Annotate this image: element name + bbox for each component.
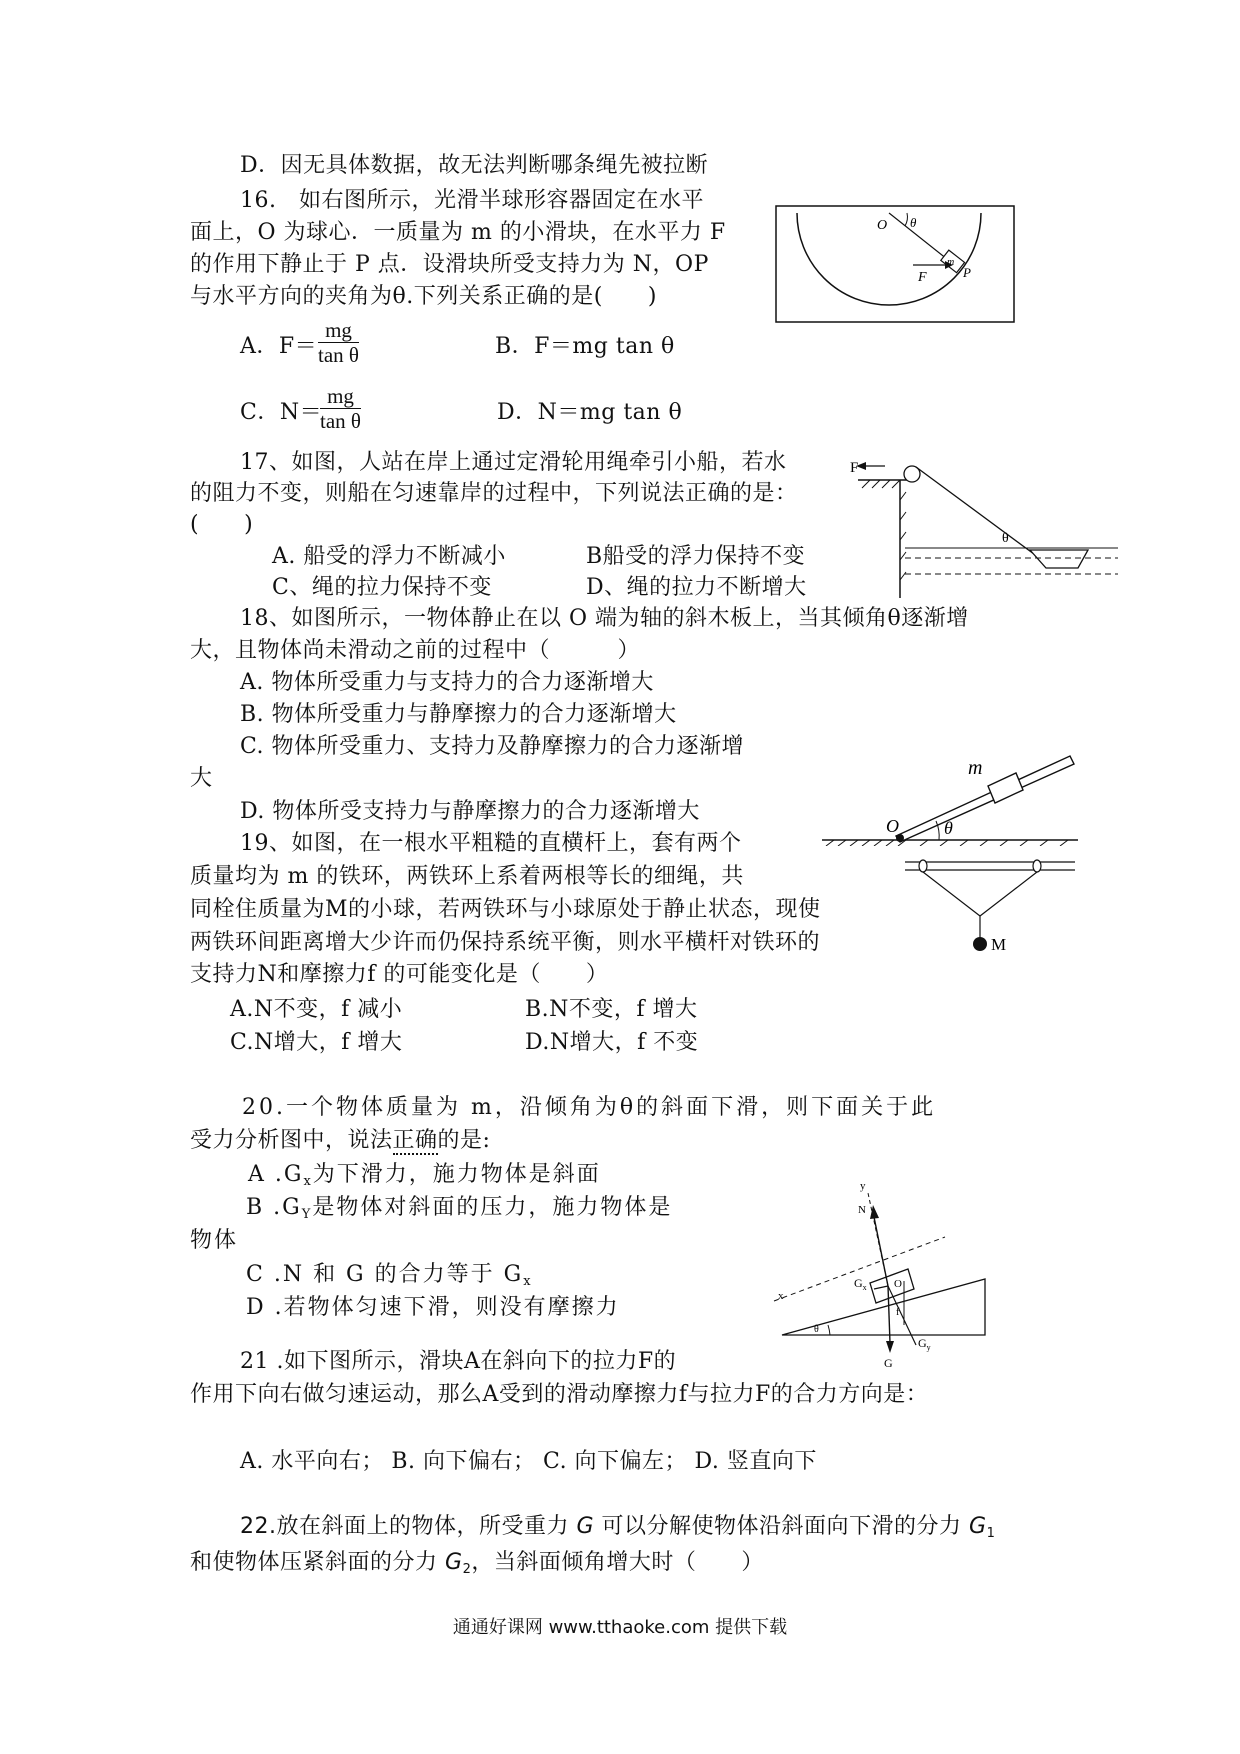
q18-option-d: D. 物体所受支持力与静摩擦力的合力逐渐增大 [240,799,700,824]
q19-line-3: 同栓住质量为M的小球，若两铁环与小球原处于静止状态，现使 [190,897,821,922]
q21-options: A. 水平向右； B. 向下偏右； C. 向下偏左； D. 竖直向下 [240,1449,817,1474]
q18-label-o: O [886,816,899,836]
q19-option-d: D.N增大，f 不变 [525,1030,699,1055]
q20-label-f: f [896,1307,900,1318]
q20-option-c-sub: x [523,1274,533,1289]
q16-option-c-fraction [320,384,361,433]
q16-option-a-fraction [318,318,359,367]
q20-label-n: N [858,1204,866,1216]
q17-option-d: D、绳的拉力不断增大 [586,575,807,600]
q16-label-p: P [963,265,971,280]
q20-label-gy-sub: y [926,1343,931,1352]
q20-option-b-sub: Y [301,1207,313,1222]
q22-g1: G [969,1514,987,1539]
q20-label-gy-g: G [918,1336,927,1350]
q20-theta-arc [828,1325,830,1335]
q19-ball [973,937,987,951]
q18-option-a: A. 物体所受重力与支持力的合力逐渐增大 [240,670,654,695]
q20-line-2-c: 的是: [437,1128,491,1153]
q20-line-2-a: 受力分析图中，说法 [190,1128,393,1153]
q16-label-theta: θ [910,215,917,230]
q22-line-2 [190,1548,764,1585]
q18-board [896,756,1074,842]
q20-option-b [246,1193,672,1230]
q19-label-m: M [991,935,1007,954]
q22-g: G [576,1514,595,1539]
q19-rings-figure [905,852,1075,962]
q19-line-2: 质量均为 m 的铁环，两铁环上系着两根等长的细绳，共 [190,864,744,889]
q16-line-3: 的作用下静止于 P 点．设滑块所受支持力为 N，OP [190,252,709,277]
q19-option-a: A.N不变，f 减小 [230,997,403,1022]
q16-line-1: 16. 如右图所示，光滑半球形容器固定在水平 [240,188,704,213]
q16-theta-arc [905,213,907,226]
q16-option-c-numerator: mg [320,384,361,409]
q19-line-4: 两铁环间距离增大少许而仍保持系统平衡，则水平横杆对铁环的 [190,930,821,955]
q20-label-theta: θ [814,1324,819,1335]
q22-line-2-a: 和使物体压紧斜面的分力 [190,1550,445,1575]
q16-label-o: O [877,218,888,233]
q17-rope [916,467,1038,557]
q16-label-f: F [918,270,927,285]
q18-label-theta: θ [944,818,953,838]
q19-rope-right [980,872,1037,916]
q20-label-g: G [884,1356,893,1370]
q20-option-a-sub: x [303,1174,313,1189]
q19-option-b: B.N不变，f 增大 [525,997,698,1022]
q20-option-d: D .若物体匀速下滑，则没有摩擦力 [246,1295,620,1320]
q16-option-d: D．N＝mg tan θ [497,400,683,425]
q20-force-figure [770,1175,1005,1370]
q18-block [988,773,1023,803]
q20-option-a [248,1160,601,1197]
q22-g1-sub: 1 [986,1526,996,1541]
q20-option-c-a: C .N 和 G 的合力等于 G [246,1262,524,1287]
q16-option-a-numerator: mg [318,318,359,343]
q19-ring-right [1033,860,1041,872]
q20-label-x: x [778,1290,784,1302]
q17-boat [1030,550,1088,568]
q19-line-1: 19、如图，在一根水平粗糙的直横杆上，套有两个 [240,831,742,856]
q17-option-c: C、绳的拉力保持不变 [272,575,492,600]
q16-bowl-figure [775,205,1015,323]
q16-option-a-denominator: tan θ [318,343,359,367]
q17-boat-figure [850,452,1120,600]
q17-wall-hatch [900,492,906,580]
q22-g2: G [445,1550,463,1575]
q20-label-gx [854,1276,867,1292]
q17-label-f: F [850,460,859,476]
q20-option-a-a: A .G [248,1162,304,1187]
q19-ring-left [919,860,927,872]
q22-line-1-b: 可以分解使物体沿斜面向下滑的分力 [594,1514,970,1539]
q17-line-1: 17、如图，人站在岸上通过定滑轮用绳牵引小船，若水 [240,450,787,475]
q18-line-1: 18、如图所示，一物体静止在以 O 端为轴的斜木板上，当其倾角θ逐渐增 [240,606,969,631]
q16-line-2: 面上，O 为球心．一质量为 m 的小滑块，在水平力 F [190,220,726,245]
q20-label-gy [918,1336,931,1352]
q18-label-m: m [968,757,983,779]
page-footer: 通通好课网 www.tthaoke.com 提供下载 [452,1617,788,1638]
q20-option-b-b: 是物体对斜面的压力，施力物体是 [312,1195,673,1220]
q16-option-a-prefix: A．F＝ [240,334,318,359]
q18-option-c-line-2: 大 [190,766,213,791]
q20-label-gx-g: G [854,1276,863,1290]
q17-line-2: 的阻力不变，则船在匀速靠岸的过程中，下列说法正确的是： [190,481,798,506]
q17-option-b: B船受的浮力保持不变 [586,544,806,569]
q21-line-2: 作用下向右做匀速运动，那么A受到的滑动摩擦力f与拉力F的合力方向是： [190,1382,929,1407]
q19-line-5: 支持力N和摩擦力f 的可能变化是（ ） [190,962,609,987]
q17-label-theta: θ [1002,531,1009,546]
q20-gy [888,1286,916,1345]
q20-gravity-arrowhead [886,1341,894,1353]
q20-normal-force [874,1217,888,1286]
q20-block [870,1269,914,1303]
q16-option-b: B．F＝mg tan θ [495,334,675,359]
q17-line-3: ( ) [190,512,254,537]
q20-label-o: O [894,1278,902,1290]
q18-line-2: 大，且物体尚未滑动之前的过程中（ ） [190,638,641,663]
q20-option-a-b: 为下滑力，施力物体是斜面 [312,1162,601,1187]
q16-line-4: 与水平方向的夹角为θ.下列关系正确的是( ) [190,284,657,309]
q15-option-d: D．因无具体数据，故无法判断哪条绳先被拉断 [240,153,709,178]
q21-line-1: 21 .如下图所示，滑块A在斜向下的拉力F的 [240,1349,677,1374]
q18-incline-figure [820,722,1080,846]
q20-x-axis [774,1237,945,1301]
q22-g2-sub: 2 [462,1562,472,1577]
q20-label-y: y [860,1180,866,1192]
q18-option-b: B. 物体所受重力与静摩擦力的合力逐渐增大 [240,702,677,727]
q20-line-2-emphasis: 正确 [392,1128,438,1153]
q16-label-m: m [947,257,955,268]
q20-option-b-line-2: 物体 [190,1228,239,1253]
q18-option-c-line-1: C. 物体所受重力、支持力及静摩擦力的合力逐渐增 [240,734,745,759]
q19-rope-left [923,872,980,916]
q18-ground-hatch [826,840,1068,846]
q17-shore-hatch [862,480,900,488]
q20-label-gx-sub: x [862,1283,867,1292]
q20-option-c [246,1260,533,1297]
q20-line-2 [190,1126,490,1156]
q22-line-2-b: ，当斜面倾角增大时（ ） [471,1550,764,1575]
q22-line-1 [240,1512,995,1549]
q20-option-b-a: B .G [246,1195,302,1220]
q16-option-c-prefix: C．N＝ [240,400,323,425]
q19-option-c: C.N增大，f 增大 [230,1030,403,1055]
q17-option-a: A. 船受的浮力不断减小 [272,544,506,569]
q16-option-c-denominator: tan θ [320,409,361,433]
q22-line-1-a: 22.放在斜面上的物体，所受重力 [240,1514,577,1539]
q20-line-1: 20.一个物体质量为 m，沿倾角为θ的斜面下滑，则下面关于此 [242,1095,937,1120]
